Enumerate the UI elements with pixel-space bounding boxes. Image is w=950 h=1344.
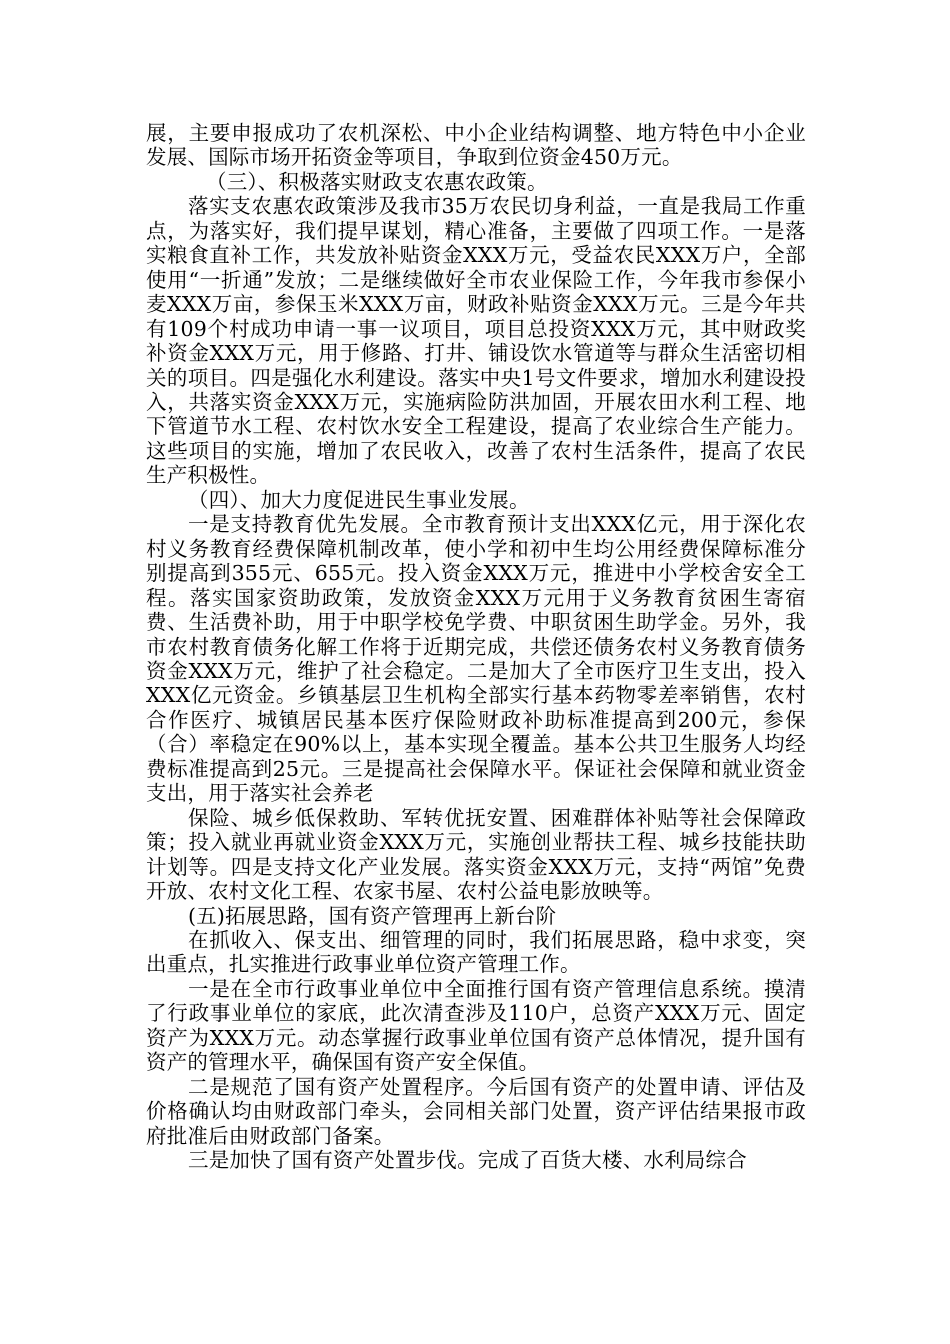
paragraph-asset-intro: 在抓收入、保支出、细管理的同时，我们拓展思路，稳中求变，突出重点，扎实推进行政事业单位资产管理工作。 — [146, 927, 806, 977]
section-heading-4: （四）、加大力度促进民生事业发展。 — [188, 487, 530, 512]
paragraph-asset-disposal-pace: 三是加快了国有资产处置步伐。完成了百货大楼、水利局综合 — [188, 1148, 747, 1173]
paragraph-asset-disposal-procedure: 二是规范了国有资产处置程序。今后国有资产的处置申请、评估及价格确认均由财政部门牵头，会同相关部门处置，资产评估结果报市政府批准后由财政部门备案。 — [146, 1074, 806, 1148]
section-heading-5: (五)拓展思路，国有资产管理再上新台阶 — [188, 903, 557, 928]
paragraph-agriculture-policy: 落实支农惠农政策涉及我市35万农民切身利益，一直是我局工作重点，为落实好，我们提早谋划，精心准备，主要做了四项工作。一是落实粮食直补工作，共发放补贴资金XXX万元，受益农民XXX万户，全部使用“一折通”发放；二是继续做好全市农业保险工作，今年我市参保小麦XXX万亩，参保玉米XXX万亩，财政补贴资金XXX万元。三是今年共有109个村成功申请一事一议项目，项目总投资XXX万元，其中财政奖补资金XXX万元，用于修路、打井、铺设饮水管道等与群众生活密切相关的项目。四是强化水利建设。落实中央1号文件要求，增加水利建设投入，共落实资金XXX万元，实施病险防洪加固，开展农田水利工程、地下管道节水工程、农村饮水安全工程建设，提高了农业综合生产能力。这些项目的实施，增加了农民收入，改善了农村生活条件，提高了农民生产积极性。 — [146, 194, 806, 488]
section-heading-3: （三）、积极落实财政支农惠农政策。 — [206, 169, 548, 194]
paragraph-continuation: 展，主要申报成功了农机深松、中小企业结构调整、地方特色中小企业发展、国际市场开拓资金等项目，争取到位资金450万元。 — [146, 121, 806, 170]
document-body — [146, 121, 806, 1172]
paragraph-education-health: 一是支持教育优先发展。全市教育预计支出XXX亿元，用于深化农村义务教育经费保障机制改革，使小学和初中生均公用经费保障标准分别提高到355元、655元。投入资金XXX万元，推进中小学校舍安全工程。落实国家资助政策，发放资金XXX万元用于义务教育贫困生寄宿费、生活费补助，用于中职学校免学费、中职贫困生助学金。另外，我市农村教育债务化解工作将于近期完成，共偿还债务农村义务教育债务资金XXX万元，维护了社会稳定。二是加大了全市医疗卫生支出，投入XXX亿元资金。乡镇基层卫生机构全部实行基本药物零差率销售，农村合作医疗、城镇居民基本医疗保险财政补助标准提高到200元，参保（合）率稳定在90%以上，基本实现全覆盖。基本公共卫生服务人均经费标准提高到25元。三是提高社会保障水平。保证社会保障和就业资金支出，用于落实社会养老 — [146, 512, 806, 806]
paragraph-social-security: 保险、城乡低保救助、军转优抚安置、困难群体补贴等社会保障政策；投入就业再就业资金XXX万元，实施创业帮扶工程、城乡技能扶助计划等。四是支持文化产业发展。落实资金XXX万元，支持“两馆”免费开放、农村文化工程、农家书屋、农村公益电影放映等。 — [146, 805, 806, 904]
paragraph-asset-system: 一是在全市行政事业单位中全面推行国有资产管理信息系统。摸清了行政事业单位的家底，此次清查涉及110户，总资产XXX万元、固定资产为XXX万元。动态掌握行政事业单位国有资产总体情况，提升国有资产的管理水平，确保国有资产安全保值。 — [146, 976, 806, 1075]
